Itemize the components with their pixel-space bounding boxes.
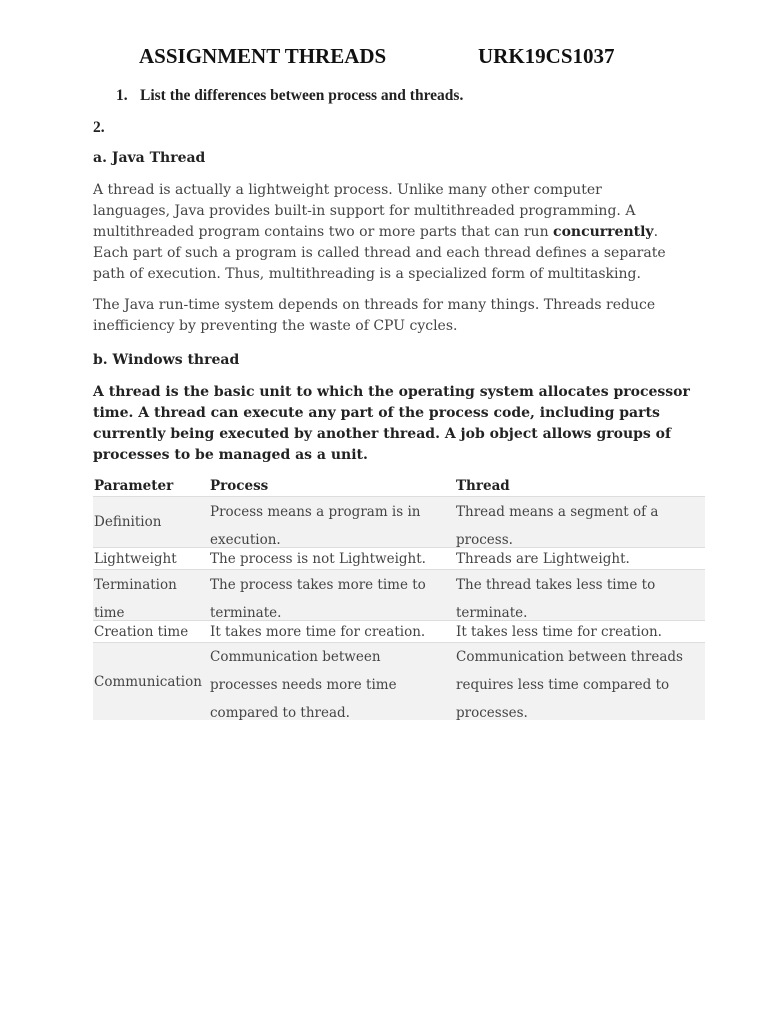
paragraph-line: processes to be managed as a unit. — [93, 447, 368, 463]
cell-line: Termination — [94, 577, 177, 593]
question-2-number: 2. — [93, 119, 105, 136]
table-cell-thread — [456, 571, 705, 627]
table-cell-parameter — [94, 512, 210, 532]
comparison-table — [93, 476, 705, 720]
table-row — [93, 621, 705, 643]
java-thread-paragraph-2 — [93, 295, 693, 337]
cell-line: process. — [456, 532, 513, 548]
paragraph-line: Each part of such a program is called thread and each thread defines a separate — [93, 245, 666, 261]
cell-line: Communication — [94, 674, 202, 690]
table-header-thread: Thread — [456, 478, 510, 494]
paragraph-line: A thread is actually a lightweight process. Unlike many other computer — [93, 182, 602, 198]
assignment-title: ASSIGNMENT THREADS — [139, 44, 387, 68]
document-title — [0, 44, 768, 72]
cell-line: compared to thread. — [210, 705, 350, 721]
table-cell-thread — [456, 643, 705, 727]
paragraph-line: A thread is the basic unit to which the operating system allocates processor — [93, 384, 690, 400]
table-cell-thread — [456, 622, 705, 642]
windows-thread-heading: b. Windows thread — [93, 352, 240, 368]
table-row — [93, 497, 705, 548]
table-cell-process — [210, 498, 454, 554]
java-thread-paragraph-1 — [93, 180, 693, 285]
emphasized-word: concurrently — [553, 224, 654, 240]
cell-line: terminate. — [456, 605, 528, 621]
table-row — [93, 548, 705, 570]
paragraph-line: time. A thread can execute any part of the process code, including parts — [93, 405, 660, 421]
table-cell-thread — [456, 498, 705, 554]
table-cell-process — [210, 643, 454, 727]
paragraph-text: . — [653, 224, 659, 240]
cell-line: Thread means a segment of a — [456, 504, 659, 520]
cell-line: Creation time — [94, 624, 189, 640]
cell-line: terminate. — [210, 605, 282, 621]
paragraph-line: path of execution. Thus, multithreading is a specialized form of multitasking. — [93, 266, 641, 282]
table-row — [93, 570, 705, 621]
table-row — [93, 643, 705, 720]
java-thread-heading: a. Java Thread — [93, 150, 206, 166]
cell-line: The process is not Lightweight. — [210, 551, 426, 567]
paragraph-line: The Java run-time system depends on threads for many things. Threads reduce — [93, 297, 656, 313]
table-cell-thread — [456, 549, 705, 569]
cell-line: It takes more time for creation. — [210, 624, 426, 640]
cell-line: Process means a program is in — [210, 504, 421, 520]
register-number: URK19CS1037 — [478, 44, 615, 68]
cell-line: The thread takes less time to — [456, 577, 656, 593]
cell-line: It takes less time for creation. — [456, 624, 662, 640]
table-cell-process — [210, 622, 454, 642]
table-cell-parameter — [94, 622, 210, 642]
cell-line: Definition — [94, 514, 162, 530]
table-cell-process — [210, 571, 454, 627]
table-header-parameter: Parameter — [94, 478, 174, 494]
cell-line: time — [94, 605, 125, 621]
cell-line: execution. — [210, 532, 281, 548]
table-cell-process — [210, 549, 454, 569]
cell-line: processes needs more time — [210, 677, 397, 693]
cell-line: Threads are Lightweight. — [456, 551, 630, 567]
paragraph-line: currently being executed by another thread. A job object allows groups of — [93, 426, 672, 442]
table-header-process: Process — [210, 478, 269, 494]
table-cell-parameter — [94, 571, 210, 627]
windows-thread-paragraph — [93, 382, 693, 466]
question-1-text: List the differences between process and threads. — [140, 87, 464, 104]
paragraph-text: multithreaded program contains two or more parts that can run — [93, 224, 554, 240]
cell-line: Communication between — [210, 649, 381, 665]
cell-line: Communication between threads — [456, 649, 683, 665]
paragraph-line: languages, Java provides built-in support for multithreaded programming. A — [93, 203, 636, 219]
paragraph-line — [93, 222, 693, 243]
question-1-number: 1. — [116, 87, 128, 104]
question-1 — [116, 87, 463, 105]
cell-line: processes. — [456, 705, 528, 721]
paragraph-line: inefficiency by preventing the waste of CPU cycles. — [93, 318, 458, 334]
cell-line: requires less time compared to — [456, 677, 670, 693]
table-cell-parameter — [94, 549, 210, 569]
table-cell-parameter — [94, 672, 210, 692]
cell-line: Lightweight — [94, 551, 177, 567]
cell-line: The process takes more time to — [210, 577, 426, 593]
table-header-row — [93, 476, 705, 497]
